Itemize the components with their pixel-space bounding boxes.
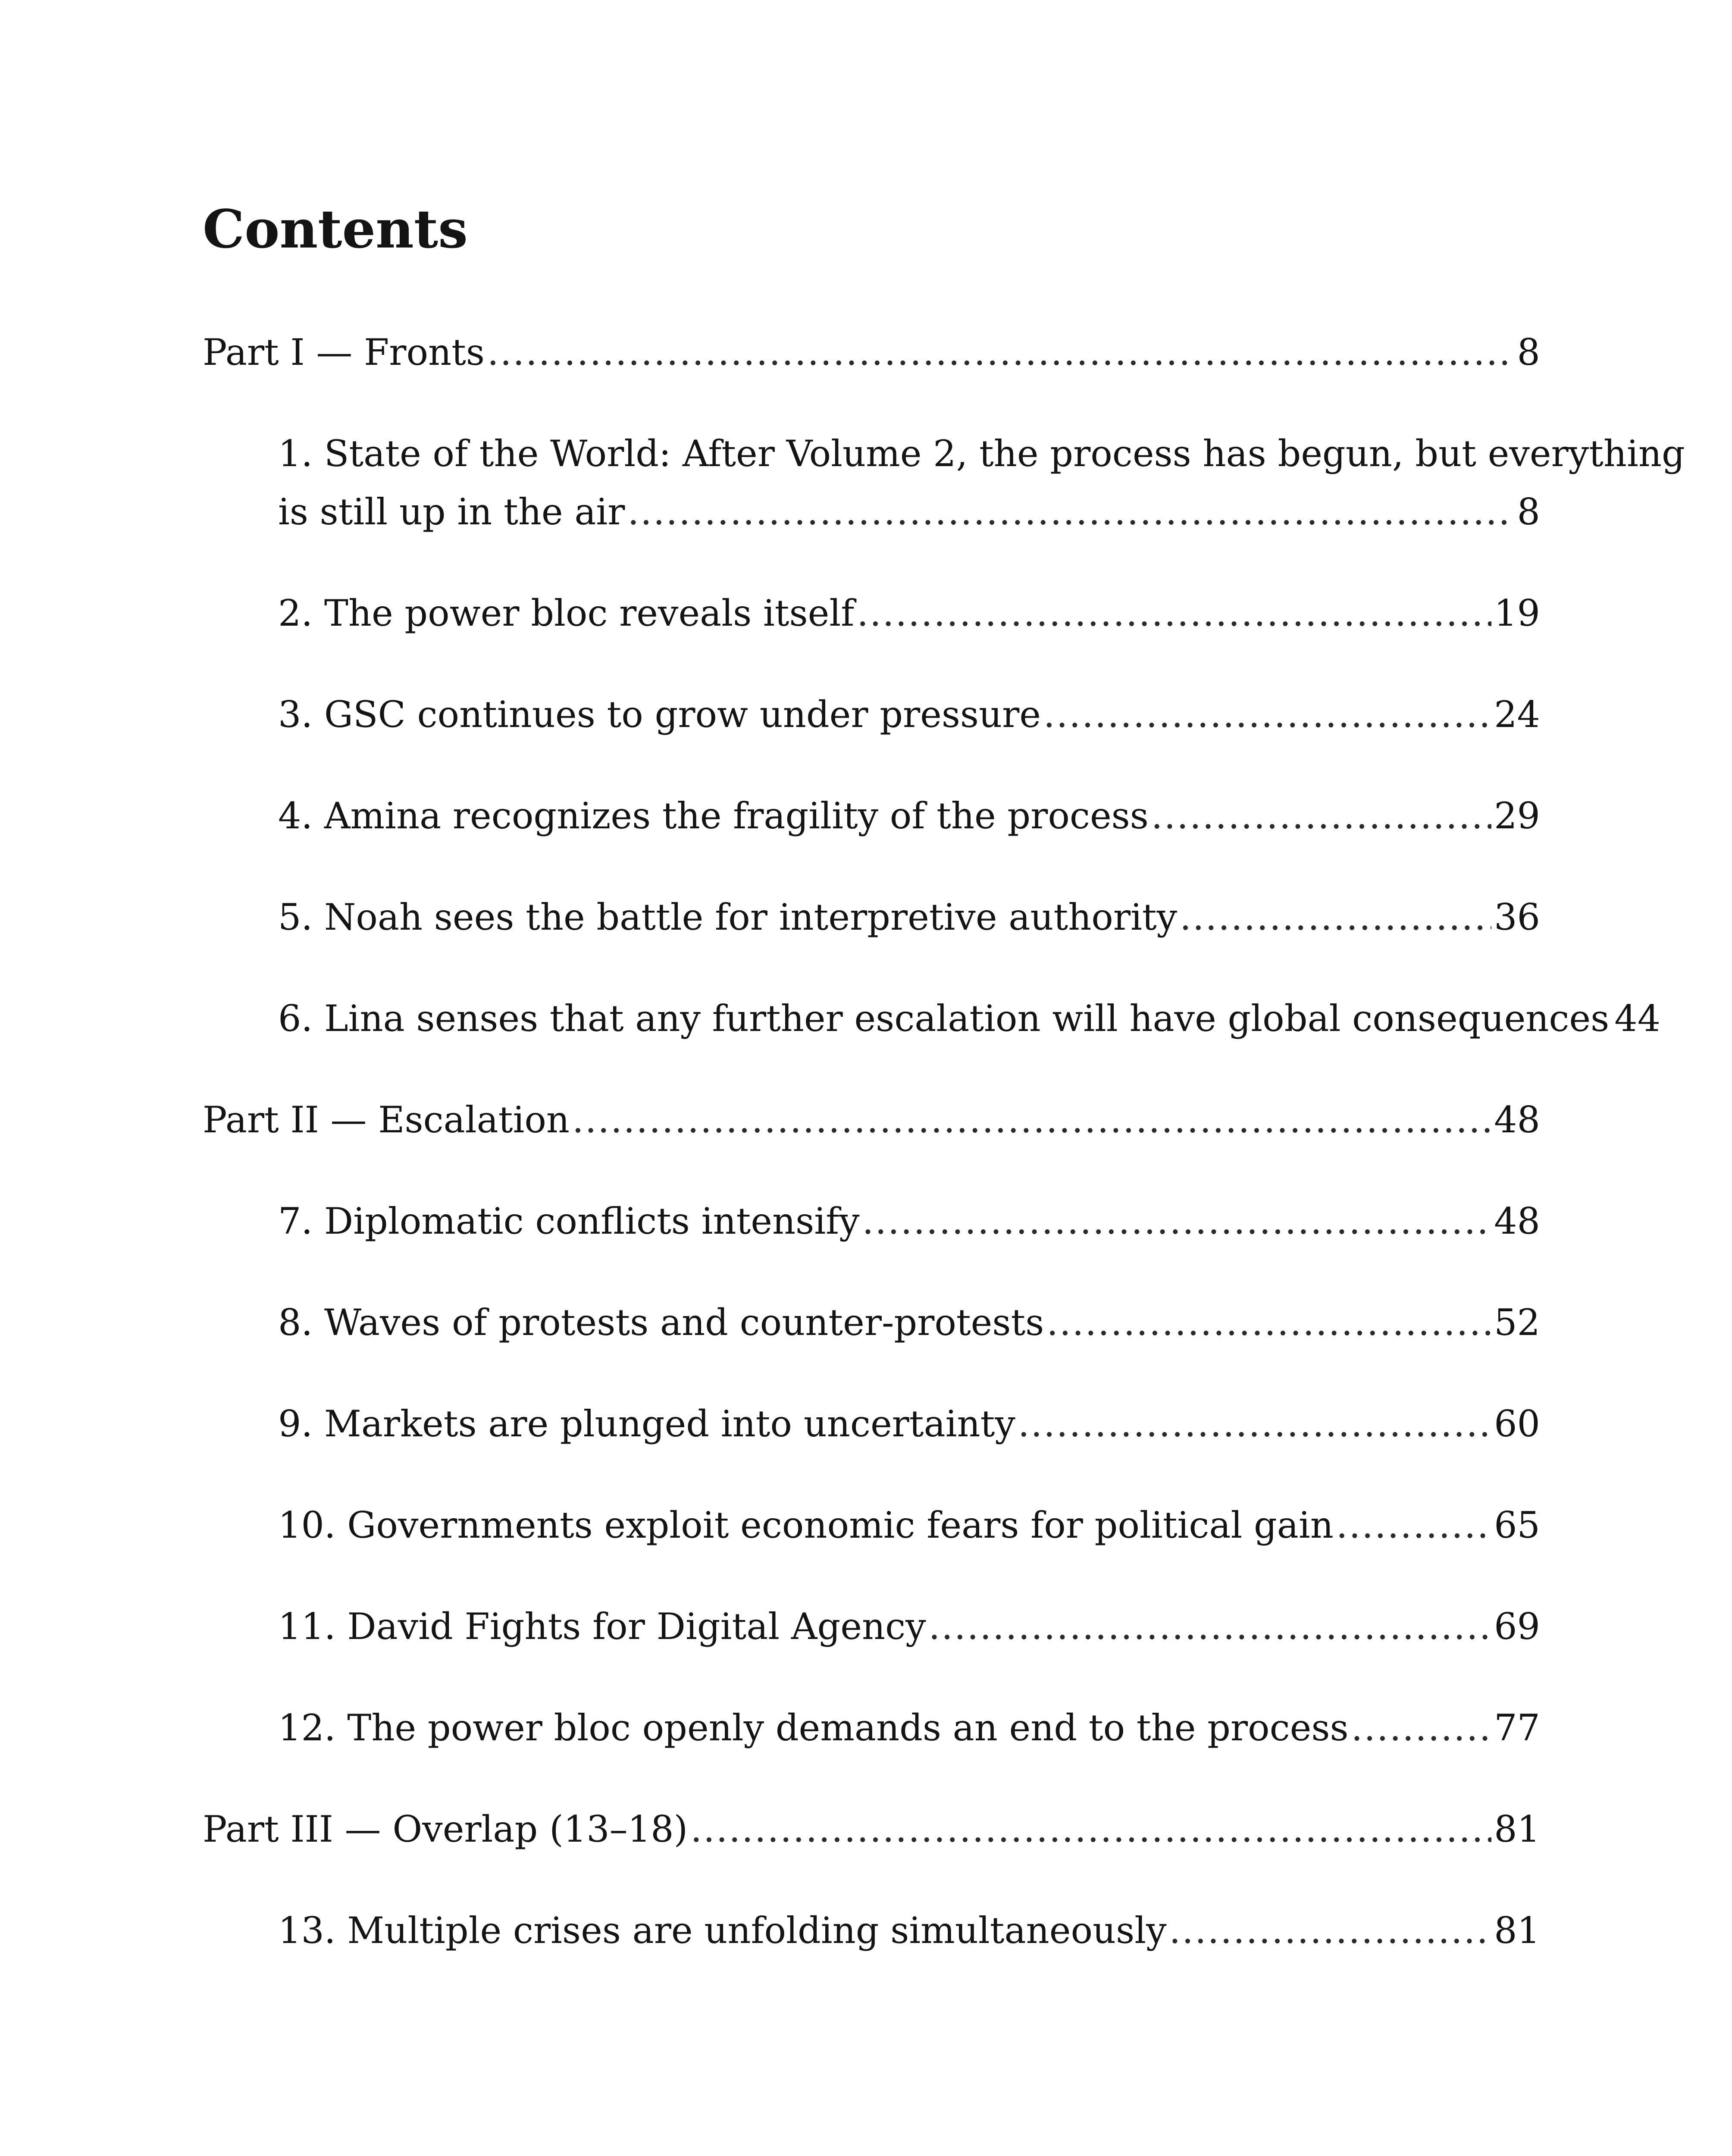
toc-entry-chapter-9 <box>278 1403 1540 1445</box>
toc-page-number: 69 <box>1494 1605 1540 1648</box>
toc-page-number: 24 <box>1494 693 1540 736</box>
toc-entry-part-1 <box>203 331 1540 373</box>
toc-page-number: 8 <box>1517 331 1540 373</box>
toc-entry-chapter-8 <box>278 1301 1540 1344</box>
dot-leader <box>1336 1507 1491 1543</box>
toc-entry-chapter-5 <box>278 896 1540 938</box>
toc-page-number: 36 <box>1494 896 1540 938</box>
toc-entry-chapter-11 <box>278 1605 1540 1648</box>
toc-page-number: 65 <box>1494 1504 1540 1546</box>
toc-page-number: 48 <box>1494 1200 1540 1242</box>
toc-entry-text: 9. Markets are plunged into uncertainty <box>278 1403 1015 1445</box>
dot-leader <box>572 1102 1491 1138</box>
toc-entry-chapter-3 <box>278 693 1540 736</box>
toc-page-number: 60 <box>1494 1403 1540 1445</box>
toc-entry-text: Part III — Overlap (13–18) <box>203 1808 688 1850</box>
toc-entry-text: 3. GSC continues to grow under pressure <box>278 693 1041 736</box>
dot-leader <box>1151 798 1491 834</box>
toc-entry-text: 8. Waves of protests and counter-protests <box>278 1301 1044 1344</box>
toc-page-number: 81 <box>1494 1909 1540 1952</box>
dot-leader <box>1169 1912 1492 1949</box>
toc-entry-text: 7. Diplomatic conflicts intensify <box>278 1200 860 1242</box>
dot-leader <box>487 334 1515 370</box>
toc-entry-text: is still up in the air <box>278 491 625 533</box>
toc-entry-chapter-1 <box>278 491 1540 533</box>
toc-entry-chapter-12 <box>278 1707 1540 1749</box>
toc-page-number: 77 <box>1494 1707 1540 1749</box>
dot-leader <box>1018 1406 1491 1442</box>
dot-leader <box>1351 1710 1492 1746</box>
page-title: Contents <box>203 198 468 260</box>
toc-page-number: 48 <box>1494 1099 1540 1141</box>
dot-leader <box>862 1203 1491 1239</box>
toc-entry-chapter-10 <box>278 1504 1540 1546</box>
toc-entry-chapter-4 <box>278 795 1540 837</box>
toc-entry-text: 12. The power bloc openly demands an end to the process <box>278 1707 1349 1749</box>
dot-leader <box>1180 899 1491 935</box>
dot-leader <box>1046 1304 1491 1341</box>
dot-leader <box>1043 696 1491 733</box>
toc-page-number: 52 <box>1494 1301 1540 1344</box>
dot-leader <box>857 595 1491 631</box>
toc-entry-text: 2. The power bloc reveals itself <box>278 592 855 634</box>
toc-entry-chapter-7 <box>278 1200 1540 1242</box>
dot-leader <box>929 1608 1492 1645</box>
toc-entry-text: Part I — Fronts <box>203 331 485 373</box>
dot-leader <box>690 1811 1491 1847</box>
toc-page-number: 29 <box>1494 795 1540 837</box>
toc-entry-chapter-6 <box>278 997 1661 1040</box>
toc-entry-part-2 <box>203 1099 1540 1141</box>
toc-page-number: 19 <box>1494 592 1540 634</box>
toc-page-number: 44 <box>1614 997 1661 1040</box>
toc-entry-text: Part II — Escalation <box>203 1099 570 1141</box>
toc-entry-text: 5. Noah sees the battle for interpretive authority <box>278 896 1178 938</box>
dot-leader <box>627 494 1514 530</box>
toc-entry-text: 13. Multiple crises are unfolding simultaneously <box>278 1909 1167 1952</box>
toc-entry-part-3 <box>203 1808 1540 1850</box>
toc-page-number: 81 <box>1494 1808 1540 1850</box>
toc-entry-text: 4. Amina recognizes the fragility of the process <box>278 795 1149 837</box>
toc-entry-chapter-2 <box>278 592 1540 634</box>
toc-entry-text: 11. David Fights for Digital Agency <box>278 1605 926 1648</box>
toc-entry-text: 10. Governments exploit economic fears for political gain <box>278 1504 1334 1546</box>
toc-entry-chapter-1-line-1: 1. State of the World: After Volume 2, the process has begun, but everything <box>278 432 1685 475</box>
toc-entry-chapter-13 <box>278 1909 1540 1952</box>
toc-entry-text: 6. Lina senses that any further escalation will have global consequences <box>278 997 1610 1040</box>
toc-page-number: 8 <box>1517 491 1540 533</box>
